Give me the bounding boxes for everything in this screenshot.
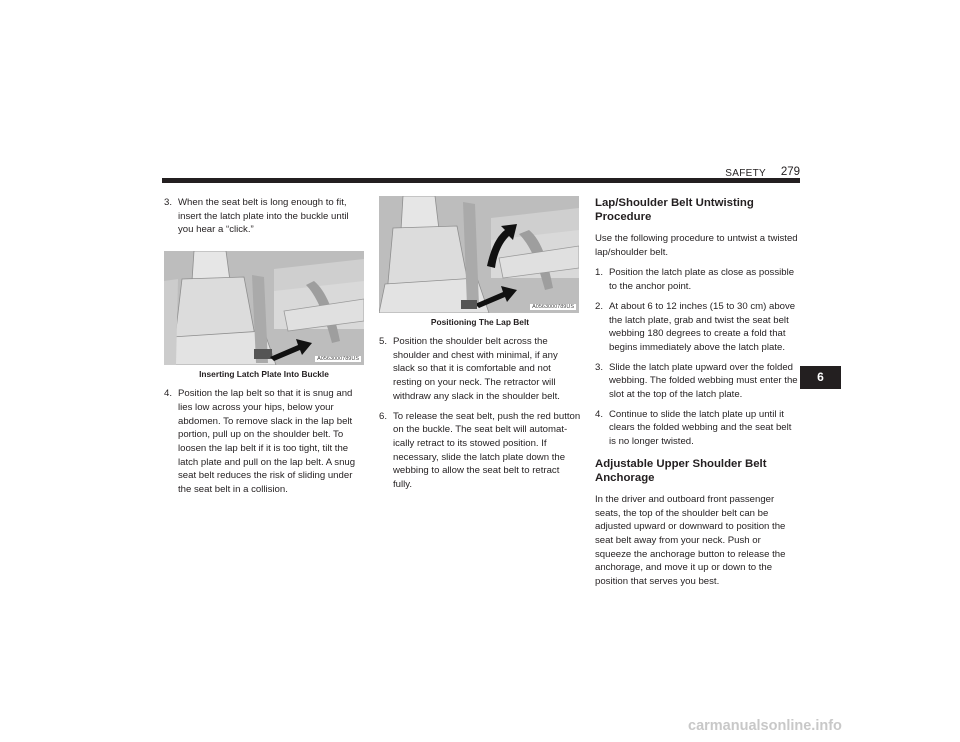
figure-code: A0563000789US	[532, 304, 574, 310]
untwist-step-2	[595, 300, 799, 355]
step-text: Position the shoulder belt across the shoulder and chest with minimal, if any slack so that it is comfortable and not resting on your neck. The retractor will withdraw any slack in the shoulder belt.	[393, 336, 560, 402]
step-number: 1.	[595, 267, 604, 279]
step-5	[379, 335, 581, 404]
untwist-step-3	[595, 361, 799, 402]
step-6	[379, 410, 581, 492]
section-heading-untwisting: Lap/Shoulder Belt Untwisting Procedure	[595, 197, 754, 223]
figure-caption: Positioning The Lap Belt	[430, 317, 530, 327]
step-number: 6.	[379, 410, 388, 422]
column-left	[164, 196, 364, 503]
section-heading-anchorage: Adjustable Upper Shoulder Belt Anchorage	[595, 457, 767, 484]
step-text: Slide the latch plate upward over the folded webbing. The folded webbing must enter the slot at the top of the latch plate.	[609, 361, 798, 401]
step-number: 5.	[379, 336, 388, 347]
step-number: 4.	[595, 408, 604, 420]
page-number: 279	[780, 166, 800, 178]
seat-illustration	[379, 196, 579, 313]
chapter-tab: 6	[800, 366, 841, 389]
step-number: 3.	[164, 197, 173, 208]
step-number: 4.	[164, 388, 173, 400]
figure-latch-plate	[164, 251, 364, 365]
intro-paragraph: Use the following procedure to untwist a twisted lap/shoulder belt.	[595, 233, 798, 258]
step-4	[164, 387, 364, 497]
step-3	[164, 196, 364, 237]
seat-illustration	[164, 251, 364, 365]
step-number: 3.	[595, 361, 604, 373]
step-number: 2.	[595, 300, 604, 312]
figure-lap-belt	[379, 196, 579, 313]
step-text: To release the seat belt, push the red button on the buckle. The seat belt will automat-ically retract to its stowed position. If necessary, slide the latch plate down the webbing to allow the seat belt to retract fully.	[393, 410, 581, 491]
step-text: Position the lap belt so that it is snug and lies low across your hips, below your abdomen. To remove slack in the lap belt portion, pull up on the shoulder belt. To loosen the lap belt if it is too tight, tilt the latch plate and pull on the lap belt. A snug seat belt reduces the risk of sliding under the seat belt in a collision.	[178, 388, 356, 496]
untwist-step-1	[595, 266, 799, 293]
step-text: At about 6 to 12 inches (15 to 30 cm) above the latch plate, grab and twist the seat belt webbing 180 degrees to create a fold that begins immediately above the latch plate.	[609, 300, 796, 353]
step-text: When the seat belt is long enough to fit, insert the latch plate into the buckle until you hear a “click.”	[178, 197, 349, 236]
anchorage-paragraph: In the driver and outboard front passenger seats, the top of the shoulder belt can be adjusted upward or downward to position the seat belt away from your neck. Push or squeeze the anchorage button to release the anchorage, and move it up or down to the position that serves you best.	[595, 493, 786, 588]
step-text: Position the latch plate as close as possible to the anchor point.	[609, 267, 795, 293]
column-middle	[379, 196, 581, 498]
watermark: carmanualsonline.info	[688, 718, 842, 734]
figure-code: A0563000789US	[317, 356, 359, 363]
column-right	[595, 196, 799, 596]
header-section-title: SAFETY	[725, 168, 766, 179]
untwist-step-4	[595, 408, 799, 449]
step-text: Continue to slide the latch plate up until it clears the folded webbing and the seat belt is no longer twisted.	[609, 408, 792, 448]
figure-caption: Inserting Latch Plate Into Buckle	[199, 369, 329, 380]
